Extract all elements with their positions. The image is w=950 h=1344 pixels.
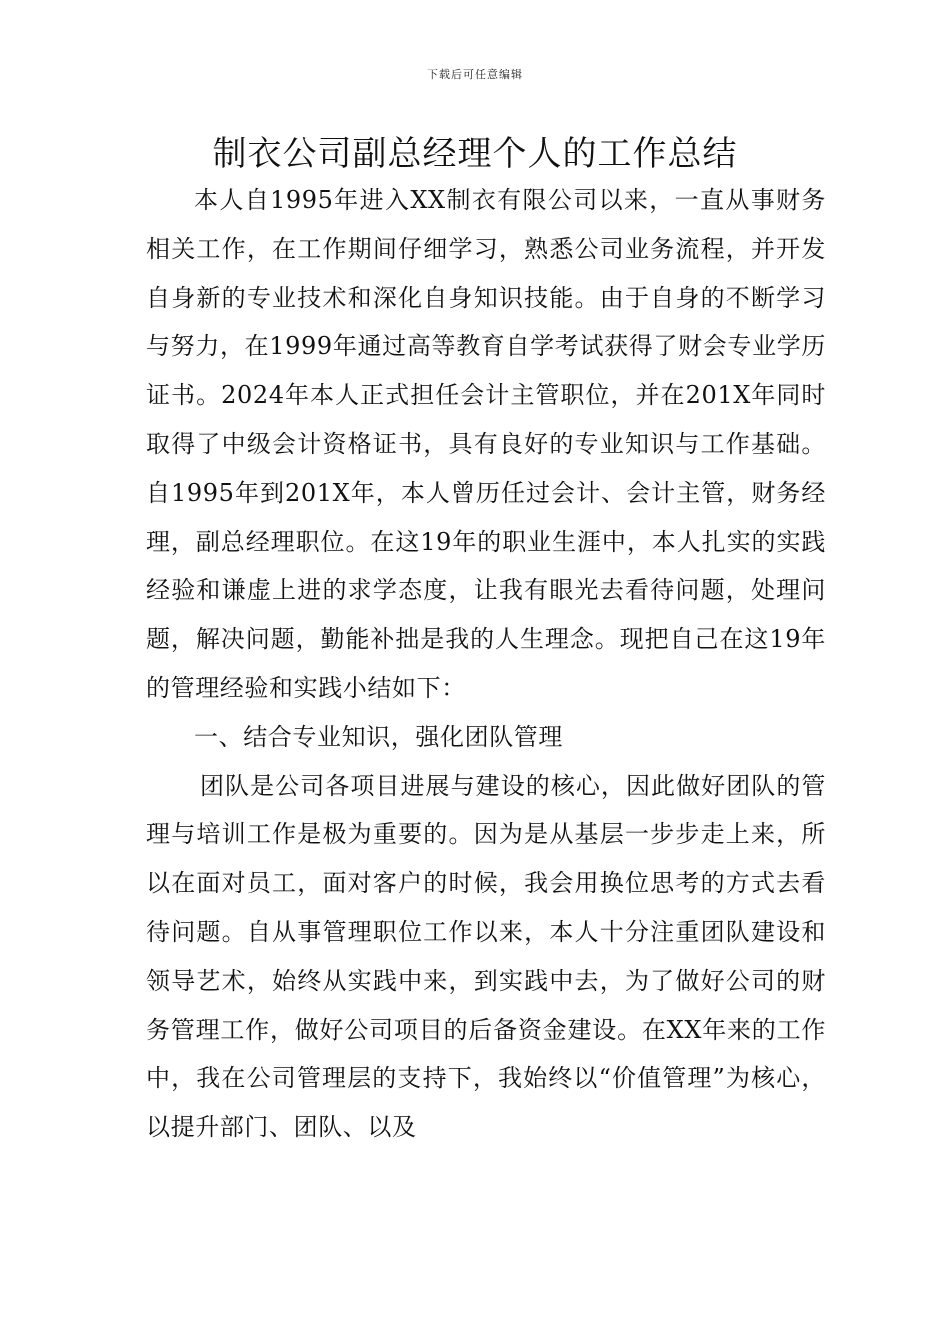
header-note: 下载后可任意编辑 xyxy=(427,68,523,81)
paragraph-intro: 本人自1995年进入XX制衣有限公司以来，一直从事财务相关工作，在工作期间仔细学习，熟悉公司业务流程，并开发自身新的专业技术和深化自身知识技能。由于自身的不断学习与努力，在1999年通过高等教育自学考试获得了财会专业学历证书。2024年本人正式担任会计主管职位，并在201X年同时取得了中级会计资格证书，具有良好的专业知识与工作基础。自1995年到201X年，本人曾历任过会计、会计主管，财务经理，副总经理职位。在这19年的职业生涯中，本人扎实的实践经验和谦虚上进的求学态度，让我有眼光去看待问题，处理问题，解决问题，勤能补拙是我的人生理念。现把自己在这19年的管理经验和实践小结如下： xyxy=(146,186,826,702)
paragraph-team-management: 团队是公司各项目进展与建设的核心，因此做好团队的管理与培训工作是极为重要的。因为是从基层一步步走上来，所以在面对员工，面对客户的时候，我会用换位思考的方式去看待问题。自从事管理职位工作以来，本人十分注重团队建设和领导艺术，始终从实践中来，到实践中去，为了做好公司的财务管理工作，做好公司项目的后备资金建设。在XX年来的工作中，我在公司管理层的支持下，我始终以“价值管理”为核心，以提升部门、团队、以及 xyxy=(146,771,826,1142)
section-heading-1: 一、结合专业知识，强化团队管理 xyxy=(194,722,563,751)
document-title: 制衣公司副总经理个人的工作总结 xyxy=(212,134,738,174)
document-body xyxy=(146,176,826,1152)
